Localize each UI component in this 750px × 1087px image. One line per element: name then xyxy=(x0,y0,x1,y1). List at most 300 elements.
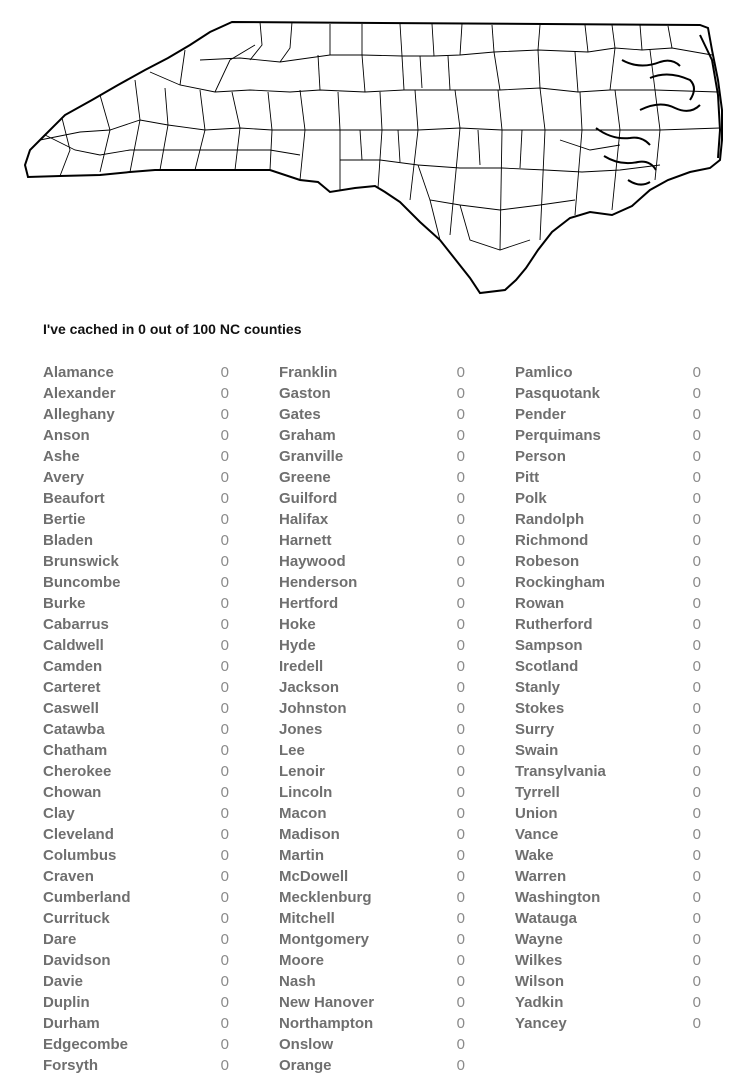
county-name: Caldwell xyxy=(43,637,104,654)
county-name: Pender xyxy=(515,406,566,423)
county-name: Surry xyxy=(515,721,555,738)
county-cache-count: 0 xyxy=(220,616,229,633)
county-row xyxy=(279,866,465,887)
county-row xyxy=(279,677,465,698)
county-cache-count: 0 xyxy=(456,511,465,528)
county-row xyxy=(515,467,701,488)
county-cache-count: 0 xyxy=(220,595,229,612)
county-row xyxy=(43,824,229,845)
county-cache-count: 0 xyxy=(220,1036,229,1053)
county-cache-count: 0 xyxy=(456,721,465,738)
county-name: Currituck xyxy=(43,910,110,927)
county-row xyxy=(515,698,701,719)
county-cache-count: 0 xyxy=(692,385,701,402)
county-row xyxy=(515,908,701,929)
county-name: Avery xyxy=(43,469,85,486)
county-name: Camden xyxy=(43,658,103,675)
county-cache-count: 0 xyxy=(456,553,465,570)
county-cache-count: 0 xyxy=(220,868,229,885)
county-name: Granville xyxy=(279,448,344,465)
county-cache-count: 0 xyxy=(692,994,701,1011)
county-cache-count: 0 xyxy=(456,490,465,507)
county-cache-count: 0 xyxy=(220,742,229,759)
county-cache-count: 0 xyxy=(456,448,465,465)
county-cache-count: 0 xyxy=(220,805,229,822)
county-row xyxy=(43,803,229,824)
county-cache-count: 0 xyxy=(456,700,465,717)
county-name: Tyrrell xyxy=(515,784,560,801)
county-cache-count: 0 xyxy=(456,1057,465,1074)
county-cache-count: 0 xyxy=(692,763,701,780)
county-row xyxy=(43,845,229,866)
county-cache-count: 0 xyxy=(220,427,229,444)
county-name: Yadkin xyxy=(515,994,564,1011)
county-name: Wayne xyxy=(515,931,563,948)
county-row xyxy=(515,740,701,761)
county-row xyxy=(279,1034,465,1055)
county-cache-count: 0 xyxy=(692,973,701,990)
county-row xyxy=(43,446,229,467)
county-name: Chatham xyxy=(43,742,108,759)
county-cache-count: 0 xyxy=(692,616,701,633)
county-row xyxy=(43,908,229,929)
county-name: Yancey xyxy=(515,1015,567,1032)
county-name: Cumberland xyxy=(43,889,131,906)
county-row xyxy=(279,887,465,908)
county-cache-count: 0 xyxy=(692,1015,701,1032)
county-name: Jones xyxy=(279,721,323,738)
county-row xyxy=(43,719,229,740)
county-name: Haywood xyxy=(279,553,346,570)
county-cache-count: 0 xyxy=(692,553,701,570)
county-row xyxy=(279,593,465,614)
county-cache-count: 0 xyxy=(220,826,229,843)
county-name: Perquimans xyxy=(515,427,601,444)
county-row xyxy=(43,572,229,593)
county-row xyxy=(43,1013,229,1034)
county-name: Northampton xyxy=(279,1015,374,1032)
county-row xyxy=(279,530,465,551)
county-row xyxy=(515,551,701,572)
county-row xyxy=(515,950,701,971)
county-cache-count: 0 xyxy=(456,889,465,906)
county-cache-count: 0 xyxy=(456,868,465,885)
county-row xyxy=(279,404,465,425)
county-name: Hertford xyxy=(279,595,339,612)
county-cache-count: 0 xyxy=(456,763,465,780)
county-row xyxy=(279,803,465,824)
county-row xyxy=(515,887,701,908)
county-name: Warren xyxy=(515,868,567,885)
county-column xyxy=(43,362,229,1076)
county-cache-count: 0 xyxy=(692,952,701,969)
county-cache-count: 0 xyxy=(456,847,465,864)
county-cache-count: 0 xyxy=(456,952,465,969)
county-row xyxy=(279,1013,465,1034)
county-row xyxy=(279,383,465,404)
county-name: Pasquotank xyxy=(515,385,601,402)
county-name: Robeson xyxy=(515,553,580,570)
county-cache-count: 0 xyxy=(456,406,465,423)
county-name: Craven xyxy=(43,868,94,885)
county-name: Catawba xyxy=(43,721,105,738)
county-name: Gates xyxy=(279,406,321,423)
county-cache-count: 0 xyxy=(220,511,229,528)
county-row xyxy=(43,551,229,572)
county-name: Jackson xyxy=(279,679,340,696)
county-cache-count: 0 xyxy=(692,826,701,843)
county-cache-count: 0 xyxy=(692,931,701,948)
county-cache-count: 0 xyxy=(456,910,465,927)
county-name: Richmond xyxy=(515,532,589,549)
county-row xyxy=(515,383,701,404)
county-row xyxy=(279,929,465,950)
county-row xyxy=(279,824,465,845)
county-name: Rutherford xyxy=(515,616,593,633)
county-cache-count: 0 xyxy=(692,910,701,927)
county-name: Mitchell xyxy=(279,910,335,927)
county-row xyxy=(279,656,465,677)
county-row xyxy=(515,929,701,950)
county-row xyxy=(43,530,229,551)
county-row xyxy=(279,572,465,593)
county-row xyxy=(515,866,701,887)
county-cache-count: 0 xyxy=(456,469,465,486)
county-name: Vance xyxy=(515,826,559,843)
county-row xyxy=(515,1013,701,1034)
county-name: Brunswick xyxy=(43,553,119,570)
county-cache-count: 0 xyxy=(220,889,229,906)
county-row xyxy=(279,698,465,719)
county-cache-count: 0 xyxy=(220,784,229,801)
county-cache-count: 0 xyxy=(692,721,701,738)
county-cache-count: 0 xyxy=(220,721,229,738)
county-cache-count: 0 xyxy=(456,385,465,402)
county-row xyxy=(279,551,465,572)
county-name: McDowell xyxy=(279,868,349,885)
county-name: Caswell xyxy=(43,700,99,717)
county-name: Washington xyxy=(515,889,601,906)
county-name: Alexander xyxy=(43,385,116,402)
county-row xyxy=(515,635,701,656)
county-name: Duplin xyxy=(43,994,90,1011)
county-name: Iredell xyxy=(279,658,324,675)
county-row xyxy=(279,509,465,530)
county-cache-count: 0 xyxy=(692,427,701,444)
county-name: Edgecombe xyxy=(43,1036,129,1053)
county-row xyxy=(43,866,229,887)
county-name: Henderson xyxy=(279,574,358,591)
county-name: Clay xyxy=(43,805,75,822)
county-cache-count: 0 xyxy=(456,742,465,759)
county-row xyxy=(279,635,465,656)
county-cache-count: 0 xyxy=(692,805,701,822)
county-row xyxy=(515,971,701,992)
county-column xyxy=(515,362,701,1034)
county-row xyxy=(515,425,701,446)
county-name: Lincoln xyxy=(279,784,333,801)
county-row xyxy=(279,719,465,740)
county-cache-count: 0 xyxy=(692,532,701,549)
county-cache-count: 0 xyxy=(220,994,229,1011)
county-name: Polk xyxy=(515,490,547,507)
county-cache-count: 0 xyxy=(220,385,229,402)
county-cache-count: 0 xyxy=(220,763,229,780)
county-name: Montgomery xyxy=(279,931,369,948)
county-cache-count: 0 xyxy=(220,1057,229,1074)
county-row xyxy=(515,824,701,845)
county-name: Forsyth xyxy=(43,1057,99,1074)
county-row xyxy=(279,761,465,782)
county-row xyxy=(279,467,465,488)
county-cache-count: 0 xyxy=(692,511,701,528)
county-row xyxy=(43,782,229,803)
county-row xyxy=(515,782,701,803)
county-row xyxy=(279,425,465,446)
county-cache-count: 0 xyxy=(456,658,465,675)
county-name: Wilson xyxy=(515,973,565,990)
county-name: Rowan xyxy=(515,595,565,612)
county-name: Ashe xyxy=(43,448,80,465)
county-name: Durham xyxy=(43,1015,100,1032)
county-cache-count: 0 xyxy=(692,658,701,675)
nc-map-svg xyxy=(22,18,728,298)
county-name: Davie xyxy=(43,973,84,990)
county-name: Pamlico xyxy=(515,364,573,381)
county-cache-count: 0 xyxy=(456,1015,465,1032)
county-row xyxy=(279,845,465,866)
county-row xyxy=(43,509,229,530)
county-cache-count: 0 xyxy=(692,847,701,864)
county-name: Hoke xyxy=(279,616,316,633)
county-cache-count: 0 xyxy=(692,490,701,507)
county-name: Swain xyxy=(515,742,559,759)
county-cache-count: 0 xyxy=(456,931,465,948)
county-cache-count: 0 xyxy=(456,574,465,591)
county-cache-count: 0 xyxy=(456,532,465,549)
county-cache-count: 0 xyxy=(220,847,229,864)
county-row xyxy=(515,719,701,740)
county-row xyxy=(515,992,701,1013)
county-name: Anson xyxy=(43,427,90,444)
county-row xyxy=(515,803,701,824)
county-column xyxy=(279,362,465,1076)
county-name: Burke xyxy=(43,595,86,612)
county-cache-count: 0 xyxy=(692,406,701,423)
county-name: Orange xyxy=(279,1057,332,1074)
county-cache-count: 0 xyxy=(220,910,229,927)
county-name: Moore xyxy=(279,952,324,969)
county-name: Mecklenburg xyxy=(279,889,372,906)
county-row xyxy=(515,404,701,425)
county-cache-count: 0 xyxy=(220,1015,229,1032)
county-name: Columbus xyxy=(43,847,117,864)
county-cache-count: 0 xyxy=(220,658,229,675)
county-name: Wilkes xyxy=(515,952,563,969)
county-cache-count: 0 xyxy=(692,784,701,801)
county-name: Alamance xyxy=(43,364,114,381)
county-cache-count: 0 xyxy=(220,931,229,948)
county-name: Transylvania xyxy=(515,763,606,780)
county-name: Buncombe xyxy=(43,574,121,591)
county-row xyxy=(43,677,229,698)
county-row xyxy=(279,950,465,971)
county-name: Cabarrus xyxy=(43,616,109,633)
county-row xyxy=(515,656,701,677)
county-row xyxy=(279,782,465,803)
county-name: Cherokee xyxy=(43,763,112,780)
county-name: Bertie xyxy=(43,511,86,528)
county-cache-count: 0 xyxy=(456,427,465,444)
county-row xyxy=(43,593,229,614)
county-row xyxy=(515,614,701,635)
county-name: Watauga xyxy=(515,910,577,927)
county-cache-count: 0 xyxy=(220,973,229,990)
county-row xyxy=(43,635,229,656)
county-cache-count: 0 xyxy=(456,679,465,696)
county-row xyxy=(43,992,229,1013)
county-row xyxy=(43,1055,229,1076)
county-row xyxy=(43,761,229,782)
county-row xyxy=(279,740,465,761)
county-cache-count: 0 xyxy=(692,868,701,885)
county-cache-count: 0 xyxy=(456,973,465,990)
county-cache-count: 0 xyxy=(692,889,701,906)
county-name: Lee xyxy=(279,742,305,759)
county-cache-count: 0 xyxy=(220,700,229,717)
county-cache-count: 0 xyxy=(220,406,229,423)
county-row xyxy=(43,929,229,950)
county-name: Hyde xyxy=(279,637,316,654)
county-row xyxy=(279,362,465,383)
county-cache-count: 0 xyxy=(456,595,465,612)
county-row xyxy=(515,677,701,698)
county-row xyxy=(43,698,229,719)
county-row xyxy=(515,530,701,551)
county-cache-count: 0 xyxy=(456,994,465,1011)
county-name: Johnston xyxy=(279,700,347,717)
county-cache-count: 0 xyxy=(220,574,229,591)
county-name: Lenoir xyxy=(279,763,325,780)
county-row xyxy=(43,950,229,971)
county-name: Madison xyxy=(279,826,340,843)
county-name: Franklin xyxy=(279,364,338,381)
county-name: Bladen xyxy=(43,532,94,549)
county-name: Davidson xyxy=(43,952,111,969)
county-cache-count: 0 xyxy=(220,364,229,381)
county-cache-count: 0 xyxy=(220,637,229,654)
county-cache-count: 0 xyxy=(456,826,465,843)
county-cache-count: 0 xyxy=(220,490,229,507)
county-cache-count: 0 xyxy=(456,616,465,633)
county-name: Guilford xyxy=(279,490,338,507)
county-cache-count: 0 xyxy=(220,679,229,696)
county-name: Scotland xyxy=(515,658,579,675)
county-row xyxy=(515,761,701,782)
county-name: Beaufort xyxy=(43,490,105,507)
county-name: Wake xyxy=(515,847,554,864)
county-name: Dare xyxy=(43,931,77,948)
county-name: Macon xyxy=(279,805,327,822)
county-row xyxy=(43,425,229,446)
county-cache-count: 0 xyxy=(220,532,229,549)
county-cache-count: 0 xyxy=(692,742,701,759)
county-name: Halifax xyxy=(279,511,329,528)
county-row xyxy=(279,488,465,509)
county-row xyxy=(43,614,229,635)
county-name: Sampson xyxy=(515,637,583,654)
county-cache-count: 0 xyxy=(456,637,465,654)
county-cache-count: 0 xyxy=(692,595,701,612)
county-name: Nash xyxy=(279,973,316,990)
county-name: New Hanover xyxy=(279,994,375,1011)
county-row xyxy=(43,383,229,404)
county-name: Randolph xyxy=(515,511,585,528)
county-cache-count: 0 xyxy=(692,364,701,381)
county-cache-count: 0 xyxy=(220,469,229,486)
county-name: Harnett xyxy=(279,532,332,549)
county-row xyxy=(279,446,465,467)
county-row xyxy=(279,992,465,1013)
nc-county-map xyxy=(22,18,728,298)
county-name: Stanly xyxy=(515,679,561,696)
county-row xyxy=(43,740,229,761)
county-row xyxy=(279,1055,465,1076)
county-name: Pitt xyxy=(515,469,540,486)
county-name: Graham xyxy=(279,427,336,444)
county-cache-count: 0 xyxy=(692,700,701,717)
county-row xyxy=(515,509,701,530)
county-cache-count: 0 xyxy=(220,952,229,969)
cache-summary: I've cached in 0 out of 100 NC counties xyxy=(43,321,302,337)
county-name: Carteret xyxy=(43,679,101,696)
county-row xyxy=(43,971,229,992)
county-row xyxy=(515,362,701,383)
county-row xyxy=(279,614,465,635)
county-row xyxy=(515,446,701,467)
county-row xyxy=(279,971,465,992)
county-name: Person xyxy=(515,448,566,465)
county-row xyxy=(43,1034,229,1055)
county-row xyxy=(43,887,229,908)
county-row xyxy=(43,362,229,383)
county-cache-count: 0 xyxy=(692,469,701,486)
county-cache-count: 0 xyxy=(692,574,701,591)
county-row xyxy=(43,404,229,425)
county-name: Chowan xyxy=(43,784,102,801)
county-name: Stokes xyxy=(515,700,565,717)
county-row xyxy=(515,572,701,593)
county-cache-count: 0 xyxy=(456,805,465,822)
county-row xyxy=(43,467,229,488)
county-row xyxy=(43,488,229,509)
county-cache-count: 0 xyxy=(456,1036,465,1053)
county-row xyxy=(279,908,465,929)
county-cache-count: 0 xyxy=(456,364,465,381)
county-row xyxy=(43,656,229,677)
county-cache-count: 0 xyxy=(220,553,229,570)
county-cache-count: 0 xyxy=(692,448,701,465)
county-name: Rockingham xyxy=(515,574,606,591)
county-cache-count: 0 xyxy=(220,448,229,465)
county-row xyxy=(515,488,701,509)
county-name: Union xyxy=(515,805,558,822)
county-cache-count: 0 xyxy=(692,637,701,654)
county-row xyxy=(515,593,701,614)
county-name: Martin xyxy=(279,847,324,864)
county-name: Alleghany xyxy=(43,406,115,423)
county-name: Cleveland xyxy=(43,826,114,843)
